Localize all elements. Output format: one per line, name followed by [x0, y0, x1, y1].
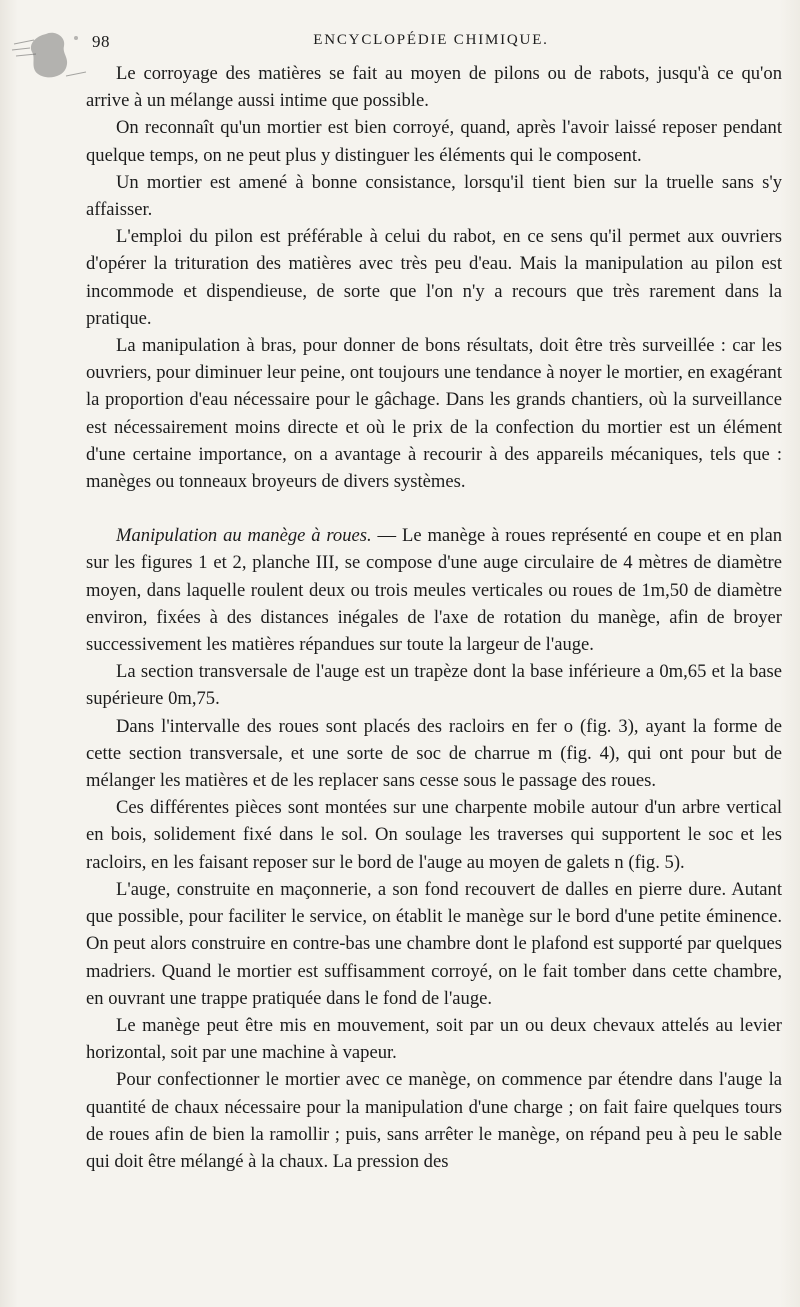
paragraph: On reconnaît qu'un mortier est bien corroyé, quand, après l'avoir laissé reposer pendant quelque temps, on ne peut plus y distinguer les éléments qui le composent. — [86, 117, 782, 166]
running-head: ENCYCLOPÉDIE CHIMIQUE. — [313, 32, 549, 48]
section-text: — Le manège à roues représenté en coupe et en plan sur les figures 1 et 2, planche III, se compose d'une auge circulaire de 4 mètres de diamètre moyen, dans laquelle roulent deux ou trois meules verticales ou roues de 1m,50 de diamètre environ, fixées à des distances inégales de l'axe de rotation du manège, afin de broyer successivement les matières répandues sur toute la largeur de l'auge. — [86, 525, 782, 656]
paragraph: Le corroyage des matières se fait au moyen de pilons ou de rabots, jusqu'à ce qu'on arrive à un mélange aussi intime que possible. — [86, 63, 782, 112]
page-number: 98 — [92, 32, 110, 51]
paragraph: L'emploi du pilon est préférable à celui du rabot, en ce sens qu'il permet aux ouvriers d'opérer la trituration des matières avec très peu d'eau. Mais la manipulation au pilon est incommode et dispendieuse, de sorte que l'on n'y a recours que très rarement dans la pratique. — [86, 226, 782, 329]
paragraph: Dans l'intervalle des roues sont placés des racloirs en fer o (fig. 3), ayant la forme de cette section transversale, et une sorte de soc de charrue m (fig. 4), qui ont pour but de mélanger les matières et de les replacer sans cesse sous le passage des roues. — [86, 715, 782, 792]
section-paragraph — [86, 522, 782, 658]
page-header — [86, 32, 776, 58]
ink-blot-icon — [6, 28, 90, 84]
paragraph: L'auge, construite en maçonnerie, a son fond recouvert de dalles en pierre dure. Autant que possible, pour faciliter le service, on établit le manège sur le bord d'une petite éminence. On peut alors construire en contre-bas une chambre dont le plafond est supporté par quelques madriers. Quand le mortier est suffisamment corroyé, on le fait tomber dans cette chambre, en ouvrant une trappe pratiquée dans le fond de l'auge. — [86, 878, 782, 1009]
paragraph: Ces différentes pièces sont montées sur une charpente mobile autour d'un arbre vertical en bois, solidement fixé dans le sol. On soulage les traverses qui supportent le soc et les racloirs, en les faisant reposer sur le bord de l'auge au moyen de galets n (fig. 5). — [86, 797, 782, 873]
paragraph: La manipulation à bras, pour donner de bons résultats, doit être très surveillée : car les ouvriers, pour diminuer leur peine, ont toujours une tendance à noyer le mortier, en exagérant la proportion d'eau nécessaire pour le gâchage. Dans les grands chantiers, où la surveillance est nécessairement moins directe et où le prix de la confection du mortier est un élément d'une certaine importance, on a avantage à recourir à des appareils mécaniques, tels que : manèges ou tonneaux broyeurs de divers systèmes. — [86, 335, 782, 493]
paragraph: Le manège peut être mis en mouvement, soit par un ou deux chevaux attelés au levier horizontal, soit par une machine à vapeur. — [86, 1014, 782, 1064]
section-heading: Manipulation au manège à roues. — [116, 525, 372, 547]
paragraph: Un mortier est amené à bonne consistance, lorsqu'il tient bien sur la truelle sans s'y affaisser. — [86, 171, 782, 221]
page-body — [86, 60, 782, 1175]
paragraph: La section transversale de l'auge est un trapèze dont la base inférieure a 0m,65 et la base supérieure 0m,75. — [86, 661, 782, 710]
paragraph: Pour confectionner le mortier avec ce manège, on commence par étendre dans l'auge la quantité de chaux nécessaire pour la manipulation d'une charge ; on fait faire quelques tours de roues afin de bien la ramollir ; puis, sans arrêter le manège, on répand peu à peu le sable qui doit être mélangé à la chaux. La pression des — [86, 1069, 782, 1172]
